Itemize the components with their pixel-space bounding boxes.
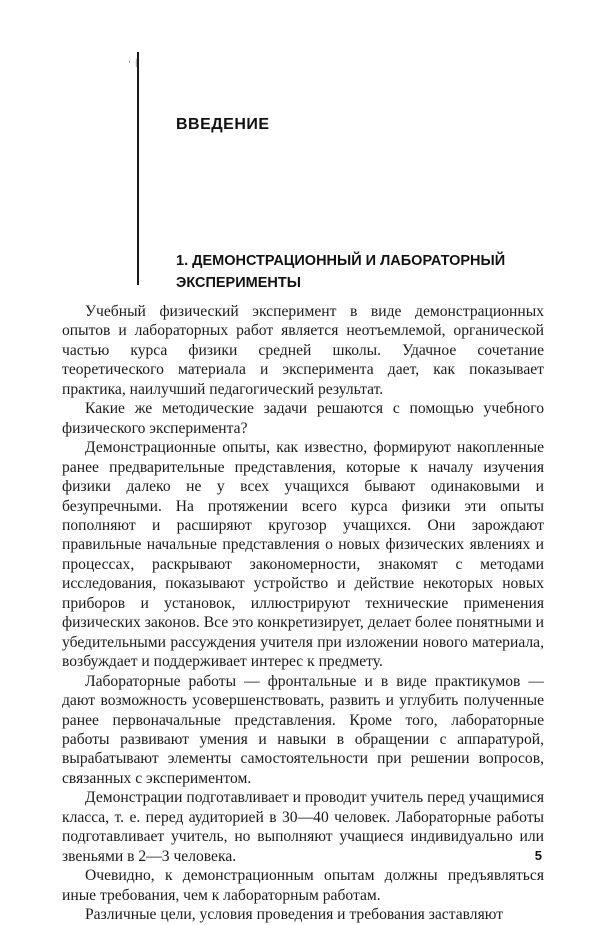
body-text — [62, 302, 544, 925]
margin-marks: · | — [128, 57, 139, 67]
paragraph-6: Очевидно, к демонстрационным опытам должны предъявляться иные требования, чем к лабораторным работам. — [62, 867, 544, 904]
paragraph-2: Какие же методические задачи решаются с помощью учебного физического эксперимента? — [62, 400, 544, 437]
paragraph-4: Лабораторные работы — фронтальные и в виде практикумов — дают возможность усовершенствовать, развить и углубить полученные ранее первоначальные представления. Кроме того, лабораторные работы развивают умения и навыки в обращении с аппаратурой, вырабатывают элементы самостоятельности при решении вопросов, связанных с экспериментом. — [62, 672, 544, 787]
paragraph-7: Различные цели, условия проведения и требования заставляют — [85, 906, 504, 924]
paragraph-3: Демонстрационные опыты, как известно, формируют накопленные ранее предварительные представления, которые к началу изучения физики далеко не у всех учащихся бывают одинаковыми и безупречными. На протяжении всего курса физики эти опыты пополняют и расширяют кругозор учащихся. Они зарождают правильные начальные представления о новых физических явлениях и процессах, раскрывают закономерности, знакомят с методами исследования, показывают устройство и действие некоторых новых приборов и установок, иллюстрируют технические применения физических законов. Все это конкретизирует, делает более понятными и убедительными рассуждения учителя при изложении нового материала, возбуждает и поддерживает интерес к предмету. — [62, 439, 544, 671]
paragraph-1: Учебный физический эксперимент в виде демонстрационных опытов и лабораторных работ является неотъемлемой, органической частью курса физики средней школы. Удачное сочетание теоретического материала и эксперимента дает, как показывает практика, наилучший педагогический результат. — [62, 303, 544, 398]
margin-vertical-rule — [137, 52, 139, 285]
chapter-title: ВВЕДЕНИЕ — [176, 116, 270, 133]
paragraph-5: Демонстрации подготавливает и проводит учитель перед учащимися класса, т. е. перед аудиторией в 30—40 человек. Лабораторные работы подготавливает учитель, но выполняют учащиеся индивидуально или звеньями в 2—3 человека. — [62, 789, 544, 865]
section-title: 1. ДЕМОНСТРАЦИОННЫЙ И ЛАБОРАТОРНЫЙ ЭКСПЕРИМЕНТЫ — [176, 253, 506, 291]
page-number: 5 — [534, 848, 542, 863]
